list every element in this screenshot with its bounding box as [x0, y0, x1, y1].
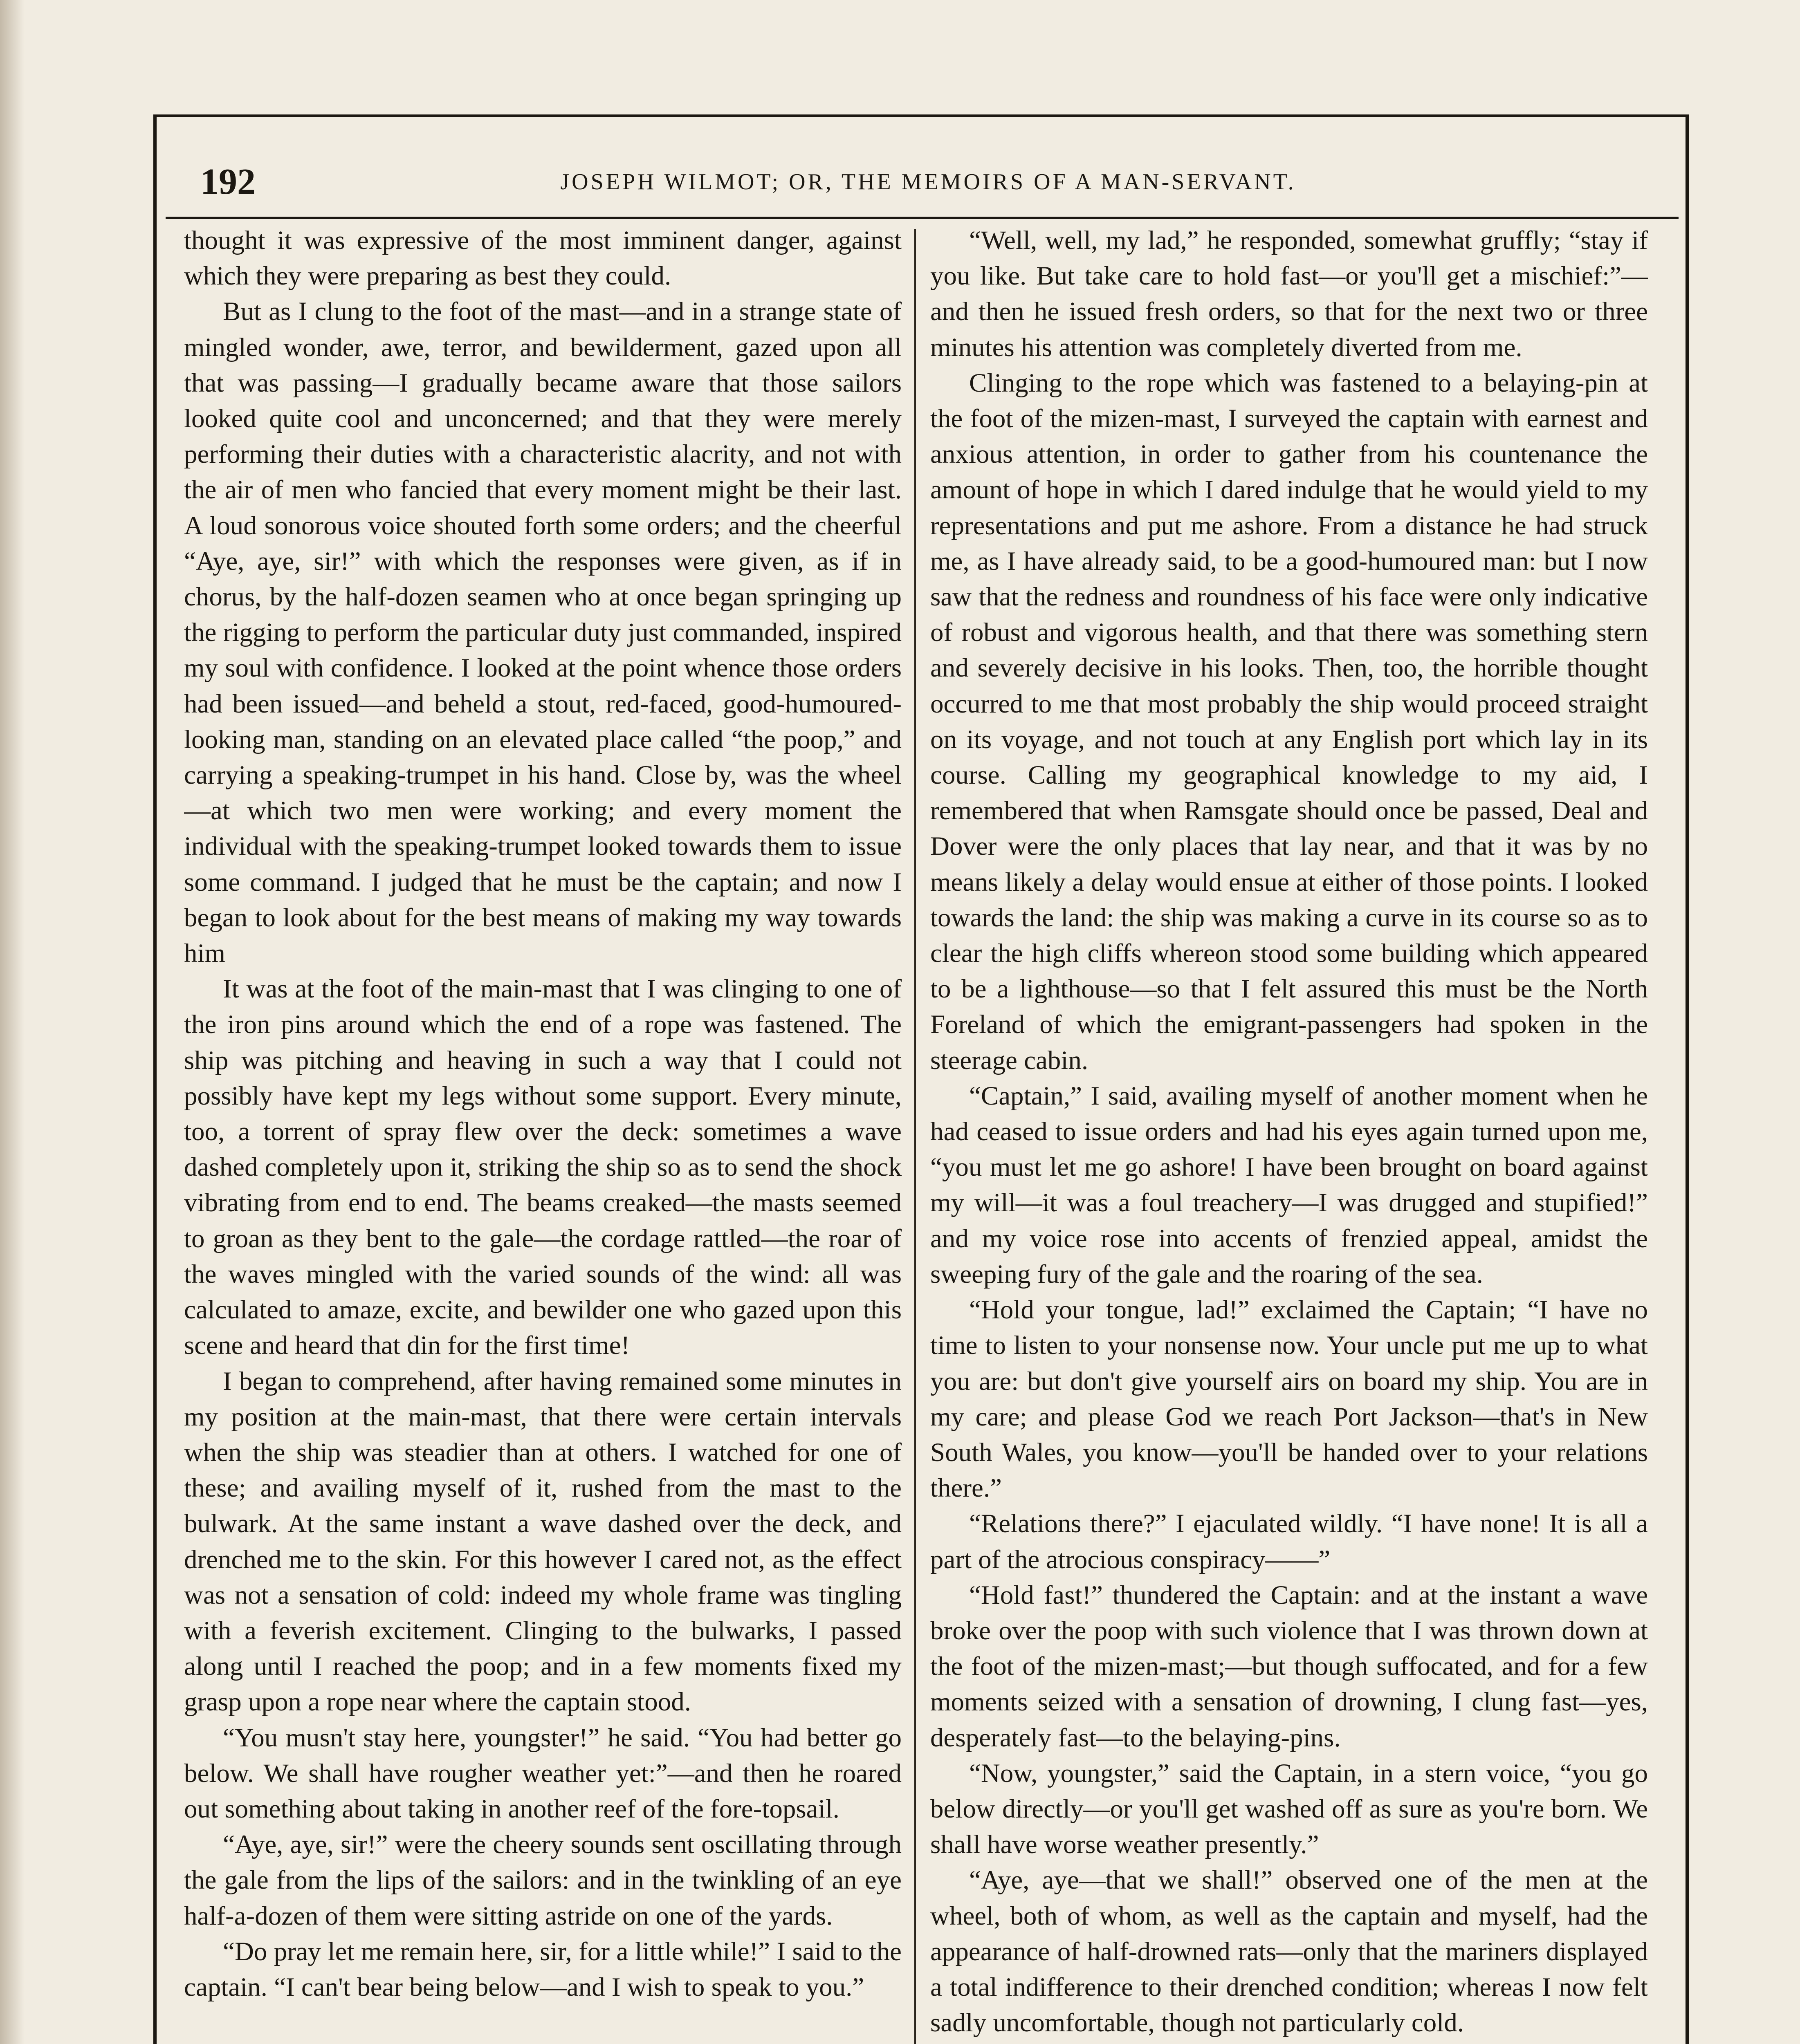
page-number: 192 — [200, 161, 256, 202]
paragraph: thought it was expressive of the most imminent danger, against which they were preparing as best they could. — [184, 226, 902, 291]
paragraph: “Hold fast!” thundered the Captain: and at the instant a wave broke over the poop with such violence that I was thrown down at the foot of the mizen-mast;—but though suffocated, and for a few moments seized with a sensation of drowning, I clung fast—yes, desperately fast—to the belaying-pins. — [930, 1580, 1648, 1753]
text-column-left — [184, 223, 902, 2044]
paragraph: “Hold your tongue, lad!” exclaimed the Captain; “I have no time to listen to your nonsense now. Your uncle put me up to what you are: but don't give yourself airs on board my ship. You are in my care; and please God we reach Port Jackson—that's in New South Wales, you know—you'll be handed over to your relations there.” — [930, 1295, 1648, 1503]
page-edge-shadow — [0, 0, 25, 2044]
paragraph: Clinging to the rope which was fastened to a belaying-pin at the foot of the mizen-mast, I surveyed the captain with earnest and anxious attention, in order to gather from his countenance the amount of hope in which I dared indulge that he would yield to my representations and put me ashore. From a distance he had struck me, as I have already said, to be a good-humoured man: but I now saw that the redness and roundness of his face were only indicative of robust and vigorous health, and that there was something stern and severely decisive in his looks. Then, too, the horrible thought occurred to me that most probably the ship would proceed straight on its voyage, and not touch at any English port which lay in its course. Calling my geographical knowledge to my aid, I remembered that when Ramsgate should once be passed, Deal and Dover were the only places that lay near, and that it was by no means likely a delay would ensue at either of those points. I looked towards the land: the ship was making a curve in its course so as to clear the high cliffs whereon stood some building which appeared to be a lighthouse—so that I felt assured this must be the North Foreland of which the emigrant-passengers had spoken in the steerage cabin. — [930, 368, 1648, 1075]
paragraph: “Aye, aye, sir!” were the cheery sounds sent oscillating through the gale from the lips of the sailors: and in the twinkling of an eye half-a-dozen of them were sitting astride on one of the yards. — [184, 1830, 902, 1931]
paragraph: “Aye, aye—that we shall!” observed one of the men at the wheel, both of whom, as well as the captain and myself, had the appearance of half-drowned rats—only that the mariners displayed a total indifference to their drenched condition; whereas I now felt sadly uncomfortable, though not particularly cold. — [930, 1865, 1648, 2038]
page-header — [192, 157, 1664, 206]
paragraph: “Now, youngster,” said the Captain, in a stern voice, “you go below directly—or you'll get washed off as sure as you're born. We shall have worse weather presently.” — [930, 1758, 1648, 1860]
paragraph: But as I clung to the foot of the mast—and in a strange state of mingled wonder, awe, terror, and bewilderment, gazed upon all that was passing—I gradually became aware that those sailors looked quite cool and unconcerned; and that they were merely performing their duties with a characteristic alacrity, and not with the air of men who fancied that every moment might be their last. A loud sonorous voice shouted forth some orders; and the cheerful “Aye, aye, sir!” with which the responses were given, as if in chorus, by the half-dozen seamen who at once began springing up the rigging to perform the particular duty just commanded, inspired my soul with confidence. I looked at the point whence those orders had been issued—and beheld a stout, red-faced, good-humoured-looking man, standing on an elevated place called “the poop,” and carrying a speaking-trumpet in his hand. Close by, was the wheel—at which two men were working; and every moment the individual with the speaking-trumpet looked towards them to issue some command. I judged that he must be the captain; and now I began to look about for the best means of making my way towards him — [184, 297, 902, 968]
paragraph: “Relations there?” I ejaculated wildly. “I have none! It is all a part of the atrocious conspiracy——” — [930, 1509, 1648, 1574]
column-divider — [914, 229, 916, 2044]
header-rule — [166, 217, 1679, 219]
text-column-right — [930, 223, 1648, 2044]
paragraph: “Do pray let me remain here, sir, for a little while!” I said to the captain. “I can't bear being below—and I wish to speak to you.” — [184, 1936, 902, 2002]
paragraph: “You musn't stay here, youngster!” he said. “You had better go below. We shall have rougher weather yet:”—and then he roared out something about taking in another reef of the fore-topsail. — [184, 1723, 902, 1824]
paragraph: “Captain,” I said, availing myself of another moment when he had ceased to issue orders and had his eyes again turned upon me, “you must let me go ashore! I have been brought on board against my will—it was a foul treachery—I was drugged and stupified!” and my voice rose into accents of frenzied appeal, amidst the sweeping fury of the gale and the roaring of the sea. — [930, 1081, 1648, 1289]
paragraph: “Well, well, my lad,” he responded, somewhat gruffly; “stay if you like. But take care to hold fast—or you'll get a mischief:”—and then he issued fresh orders, so that for the next two or three minutes his attention was completely diverted from me. — [930, 226, 1648, 362]
paragraph: I began to comprehend, after having remained some minutes in my position at the main-mast, that there were certain intervals when the ship was steadier than at others. I watched for one of these; and availing myself of it, rushed from the mast to the bulwark. At the same instant a wave dashed over the deck, and drenched me to the skin. For this however I cared not, as the effect was not a sensation of cold: indeed my whole frame was tingling with a feverish excitement. Clinging to the bulwarks, I passed along until I reached the poop; and in a few moments fixed my grasp upon a rope near where the captain stood. — [184, 1366, 902, 1717]
paragraph: It was at the foot of the main-mast that I was clinging to one of the iron pins around which the end of a rope was fastened. The ship was pitching and heaving in such a way that I could not possibly have kept my legs without some support. Every minute, too, a torrent of spray flew over the deck: sometimes a wave dashed completely upon it, striking the ship so as to send the shock vibrating from end to end. The beams creaked—the masts seemed to groan as they bent to the gale—the cordage rattled—the roar of the waves mingled with the varied sounds of the wind: all was calculated to amaze, excite, and bewilder one who gazed upon this scene and heard that din for the first time! — [184, 974, 902, 1360]
running-title: JOSEPH WILMOT; OR, THE MEMOIRS OF A MAN-SERVANT. — [560, 169, 1296, 195]
